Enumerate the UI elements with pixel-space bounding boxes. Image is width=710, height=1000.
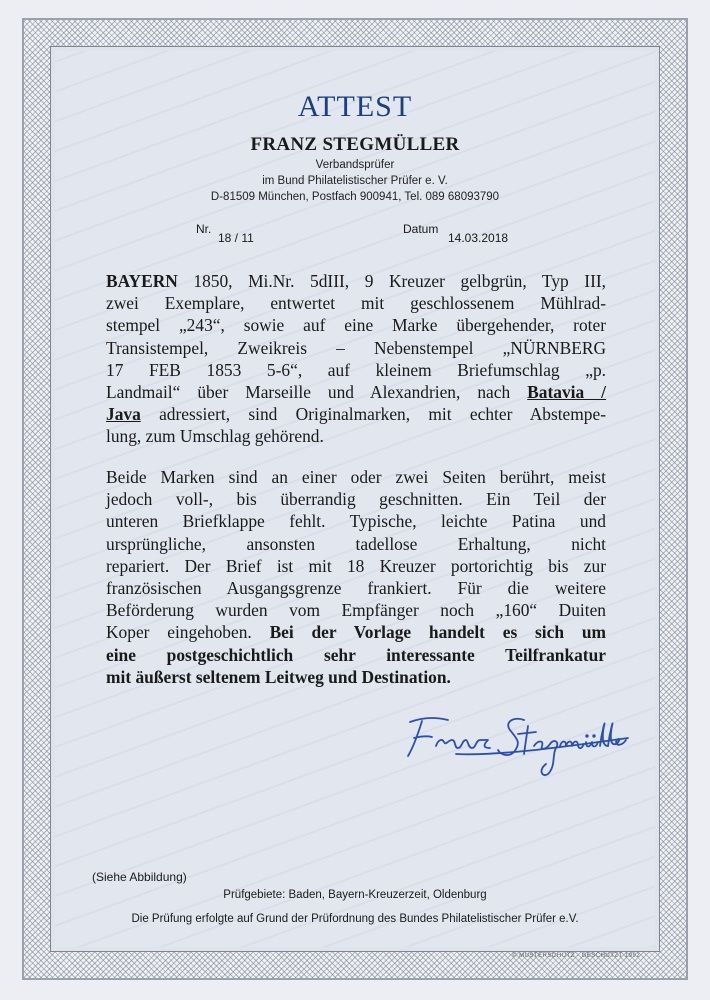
text-line: mit äußerst seltenem Leitweg und Destination.: [106, 666, 451, 687]
text-line: BAYERN 1850, Mi.Nr. 5dIII, 9 Kreuzer gelbgrün, Typ III,: [106, 271, 606, 291]
date-label: Datum: [403, 222, 439, 236]
text-line: jedoch voll-, bis überrandig geschnitten. Ein Teil der: [106, 489, 606, 510]
text-line: lung, zum Umschlag gehörend.: [106, 426, 324, 447]
text-line: Beförderung wurden vom Empfänger noch „160“ Duiten: [106, 600, 606, 621]
description-paragraph: [106, 270, 606, 448]
examiner-signature: [396, 708, 632, 778]
text-line: 17 FEB 1853 5-6“, auf kleinem Briefumschlag „p.: [106, 359, 606, 380]
examiner-name: FRANZ STEGMÜLLER: [250, 134, 460, 155]
see-illustration-note: (Siehe Abbildung): [92, 870, 187, 884]
text-line: Koper eingehoben. Bei der Vorlage handelt es sich um: [106, 622, 606, 643]
text-line: stempel „243“, sowie auf eine Marke übergehender, roter: [106, 315, 606, 336]
text-line: zwei Exemplare, entwertet mit geschlossenem Mühlrad-: [106, 293, 606, 314]
text-line: Transistempel, Zweikreis – Nebenstempel „NÜRNBERG: [106, 337, 606, 358]
certificate-title: ATTEST: [297, 90, 413, 123]
text-line: unteren Briefklappe fehlt. Typische, leichte Patina und: [106, 511, 606, 532]
copyright-mark: © MUSTERSCHUTZ · GESCHÜTZT 1992: [512, 953, 641, 959]
examiner-address: D-81509 München, Postfach 900941, Tel. 089 68093790: [210, 191, 500, 203]
examination-rules-note: Die Prüfung erfolgte auf Grund der Prüfordnung des Bundes Philatelistischer Prüfer e.V.: [131, 913, 579, 925]
text-line: Beide Marken sind an einer oder zwei Seiten berührt, meist: [106, 467, 606, 487]
examiner-role: Verbandsprüfer: [315, 159, 395, 171]
text-line: repariert. Der Brief ist mit 18 Kreuzer portorichtig bis zur: [106, 555, 606, 576]
certificate-number-label: Nr.: [196, 222, 212, 236]
examiner-association: im Bund Philatelistischer Prüfer e. V.: [262, 175, 448, 187]
certificate-number: 18 / 11: [218, 231, 254, 245]
text-line: Landmail“ über Marseille und Alexandrien, nach Batavia /: [106, 382, 607, 403]
text-line: eine postgeschichtlich sehr interessante Teilfrankatur: [106, 644, 606, 665]
text-line: französischen Ausgangsgrenze frankiert. Für die weitere: [106, 578, 606, 599]
condition-paragraph: [106, 466, 606, 688]
text-line: ursprüngliche, ansonsten tadellose Erhaltung, nicht: [106, 533, 606, 554]
date-value: 14.03.2018: [448, 231, 509, 245]
text-line: Java adressiert, sind Originalmarken, mit echter Abstempe-: [106, 404, 606, 425]
examination-areas: Prüfgebiete: Baden, Bayern-Kreuzerzeit, Oldenburg: [223, 889, 487, 901]
